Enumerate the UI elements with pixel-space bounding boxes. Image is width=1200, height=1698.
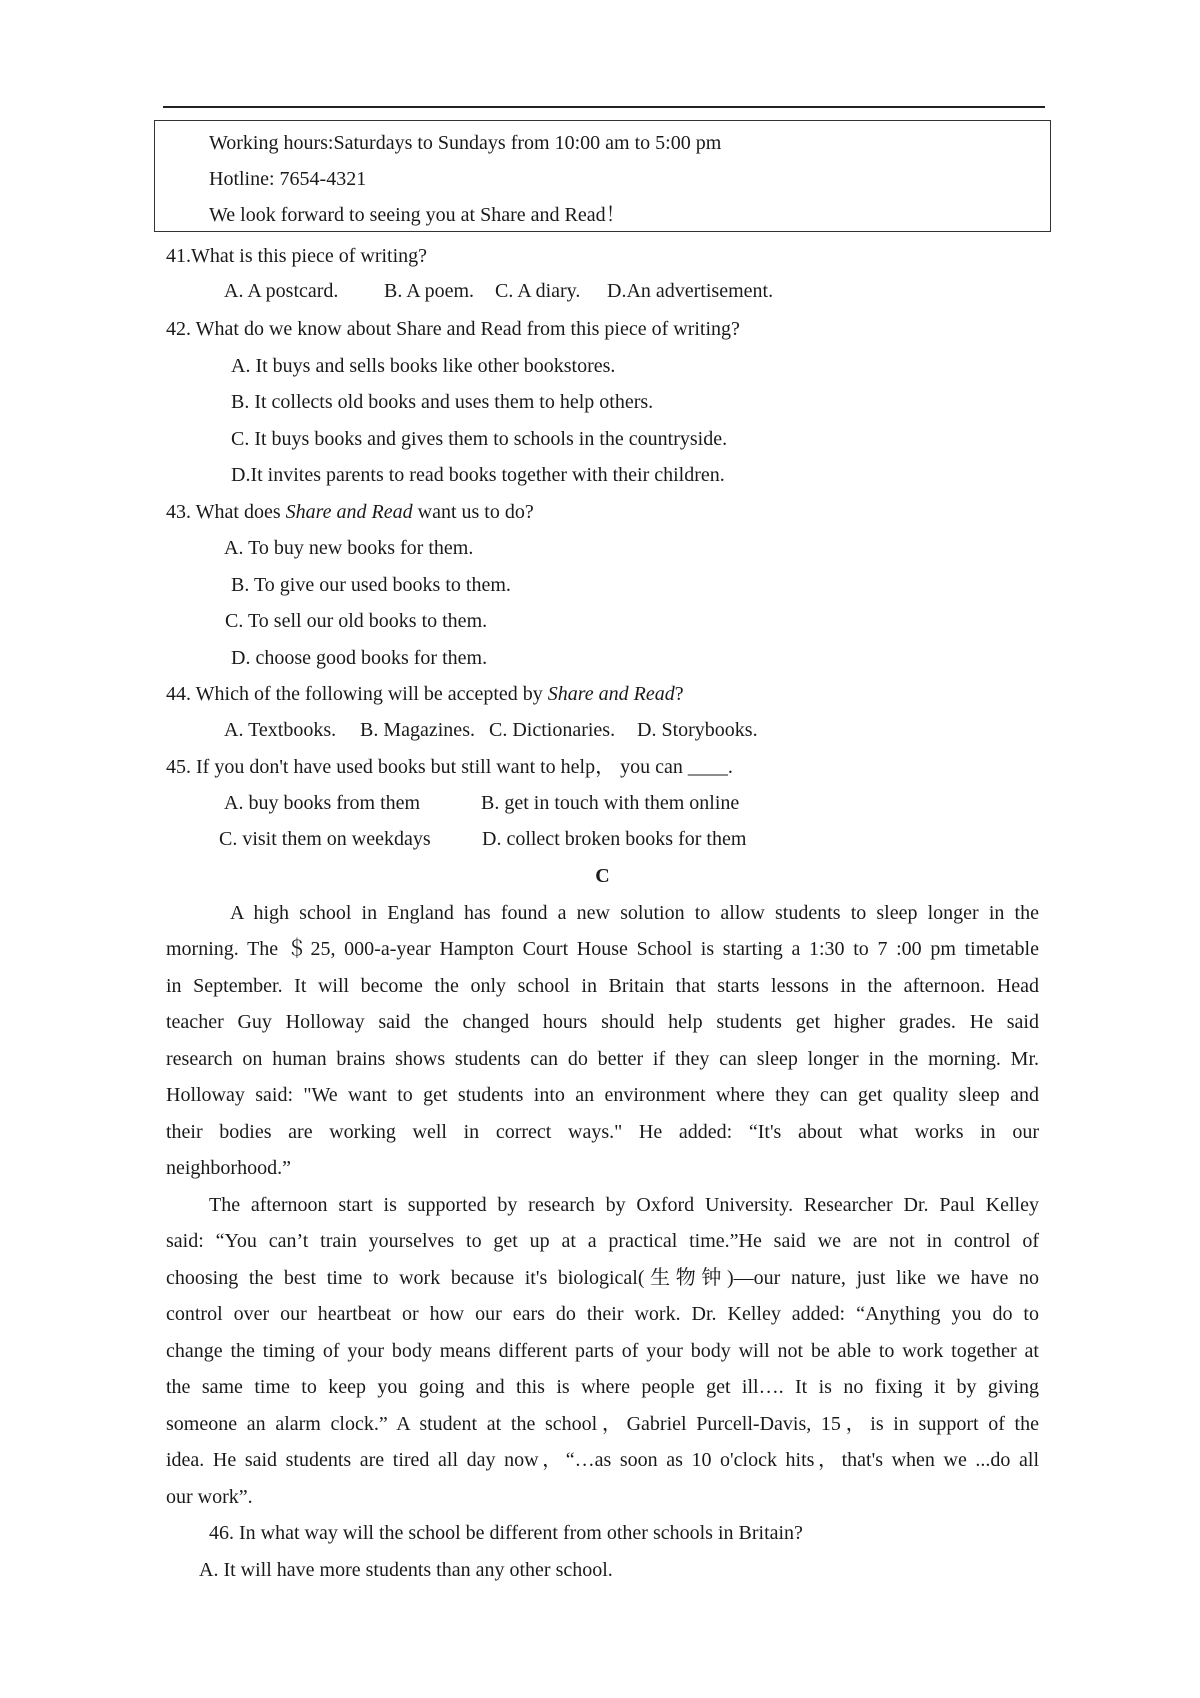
- section-heading: C: [595, 865, 610, 887]
- option: C. To sell our old books to them.: [225, 610, 488, 632]
- notice-box: [154, 120, 1051, 232]
- paragraph-line: someone an alarm clock.” A student at the school，Gabriel Purcell-Davis, 15，is in support of the: [166, 1413, 1039, 1435]
- paragraph-line: A high school in England has found a new solution to allow students to sleep longer in the: [230, 902, 1039, 924]
- paragraph-line: morning. The ＄25, 000-a-year Hampton Court House School is starting a 1:30 to 7 :00 pm timetable: [166, 938, 1039, 960]
- question-42: 42. What do we know about Share and Read from this piece of writing?: [166, 318, 740, 340]
- stem-text: want us to do?: [412, 501, 534, 523]
- stem-italic: Share and Read: [285, 501, 413, 523]
- option: D. collect broken books for them: [482, 828, 747, 850]
- paragraph-line: change the timing of your body means different parts of your body will not be able to work together at: [166, 1340, 1039, 1362]
- option: C. visit them on weekdays: [219, 828, 431, 850]
- paragraph-line: The afternoon start is supported by research by Oxford University. Researcher Dr. Paul Kelley: [209, 1194, 1039, 1216]
- stem-italic: Share and Read: [547, 683, 675, 705]
- option: B. get in touch with them online: [481, 792, 740, 814]
- option: B. A poem.: [384, 280, 475, 302]
- paragraph-line: their bodies are working well in correct ways." He added: “It's about what works in our: [166, 1121, 1039, 1143]
- paragraph-line: idea. He said students are tired all day now，“…as soon as 10 o'clock hits，that's when we ...do all: [166, 1449, 1039, 1471]
- option: A. It will have more students than any other school.: [199, 1559, 613, 1581]
- question-46: 46. In what way will the school be different from other schools in Britain?: [209, 1522, 803, 1544]
- paragraph-line: in September. It will become the only school in Britain that starts lessons in the afternoon. Head: [166, 975, 1039, 997]
- option: B. Magazines.: [360, 719, 475, 741]
- option: A. A postcard.: [224, 280, 339, 302]
- option: A. buy books from them: [224, 792, 421, 814]
- paragraph-line: Holloway said: "We want to get students into an environment where they can get quality sleep and: [166, 1084, 1039, 1106]
- option: A. It buys and sells books like other bookstores.: [231, 355, 616, 377]
- option: C. A diary.: [495, 280, 581, 302]
- paragraph-line: teacher Guy Holloway said the changed hours should help students get higher grades. He said: [166, 1011, 1039, 1033]
- working-hours: Working hours:Saturdays to Sundays from 10:00 am to 5:00 pm: [209, 132, 722, 154]
- paragraph-line: control over our heartbeat or how our ears do their work. Dr. Kelley added: “Anything you do to: [166, 1303, 1039, 1325]
- paragraph-line: said: “You can’t train yourselves to get up at a practical time.”He said we are not in control of: [166, 1230, 1039, 1252]
- paragraph-line: the same time to keep you going and this is where people get ill…. It is no fixing it by giving: [166, 1376, 1039, 1398]
- paragraph-line: neighborhood.”: [166, 1157, 291, 1179]
- question-41: 41.What is this piece of writing?: [166, 245, 428, 267]
- stem-text: 44. Which of the following will be accepted by: [166, 683, 548, 705]
- option: A. To buy new books for them.: [224, 537, 474, 559]
- hotline: Hotline: 7654-4321: [209, 168, 367, 190]
- paragraph-line: our work”.: [166, 1486, 253, 1508]
- closing-line: We look forward to seeing you at Share and Read！: [209, 204, 626, 226]
- header-rule: [163, 106, 1045, 108]
- option: D. Storybooks.: [637, 719, 758, 741]
- paragraph-line: research on human brains shows students can do better if they can sleep longer in the morning. Mr.: [166, 1048, 1039, 1070]
- stem-text: 43. What does: [166, 501, 286, 523]
- question-43: [166, 500, 534, 524]
- question-45: 45. If you don't have used books but still want to help， you can ____.: [166, 756, 733, 778]
- option: A. Textbooks.: [224, 719, 337, 741]
- option: D.It invites parents to read books together with their children.: [231, 464, 725, 486]
- option: B. To give our used books to them.: [231, 574, 511, 596]
- option: D.An advertisement.: [607, 280, 774, 302]
- paragraph-line: choosing the best time to work because it's biological(生物钟)—our nature, just like we have no: [166, 1267, 1039, 1289]
- stem-text: ?: [674, 683, 684, 705]
- option: B. It collects old books and uses them to help others.: [231, 391, 654, 413]
- option: C. It buys books and gives them to schools in the countryside.: [231, 428, 728, 450]
- question-44: [166, 682, 684, 706]
- option: C. Dictionaries.: [489, 719, 616, 741]
- option: D. choose good books for them.: [231, 647, 488, 669]
